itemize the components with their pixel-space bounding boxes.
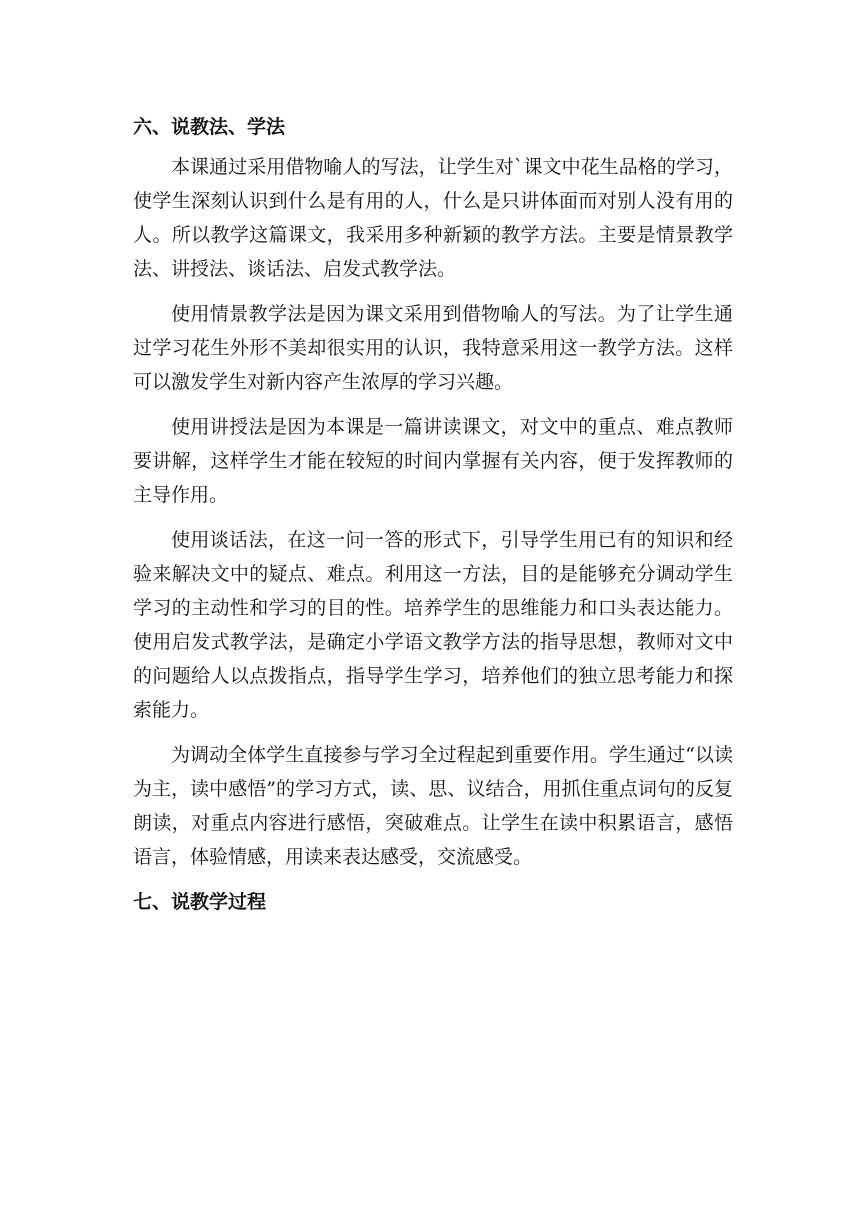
document-page bbox=[133, 110, 733, 919]
paragraph-methods-overview: 本课通过采用借物喻人的写法，让学生对`课文中花生品格的学习，使学生深刻认识到什么是有用的人，什么是只讲体面而对别人没有用的人。所以教学这篇课文，我采用多种新颖的教学方法。主要是情景教学法、讲授法、谈话法、启发式教学法。 bbox=[133, 156, 733, 280]
section-heading-7: 七、说教学过程 bbox=[133, 891, 267, 913]
paragraph-conversation-method: 使用谈话法，在这一问一答的形式下，引导学生用已有的知识和经验来解决文中的疑点、难点。利用这一方法，目的是能够充分调动学生学习的主动性和学习的目的性。培养学生的思维能力和口头表达能力。使用启发式教学法，是确定小学语文教学方法的指导思想，教师对文中的问题给人以点拨指点，指导学生学习，培养他们的独立思考能力和探索能力。 bbox=[133, 529, 733, 721]
section-heading-6: 六、说教法、学法 bbox=[133, 116, 286, 138]
paragraph-lecture-method: 使用讲授法是因为本课是一篇讲读课文，对文中的重点、难点教师要讲解，这样学生才能在较短的时间内掌握有关内容，便于发挥教师的主导作用。 bbox=[133, 416, 733, 506]
paragraph-reading-approach: 为调动全体学生直接参与学习全过程起到重要作用。学生通过“以读为主，读中感悟”的学习方式，读、思、议结合，用抓住重点词句的反复朗读，对重点内容进行感悟，突破难点。让学生在读中积累语言，感悟语言，体验情感，用读来表达感受，交流感受。 bbox=[133, 744, 733, 868]
paragraph-situational-teaching: 使用情景教学法是因为课文采用到借物喻人的写法。为了让学生通过学习花生外形不美却很实用的认识，我特意采用这一教学方法。这样可以激发学生对新内容产生浓厚的学习兴趣。 bbox=[133, 303, 733, 393]
